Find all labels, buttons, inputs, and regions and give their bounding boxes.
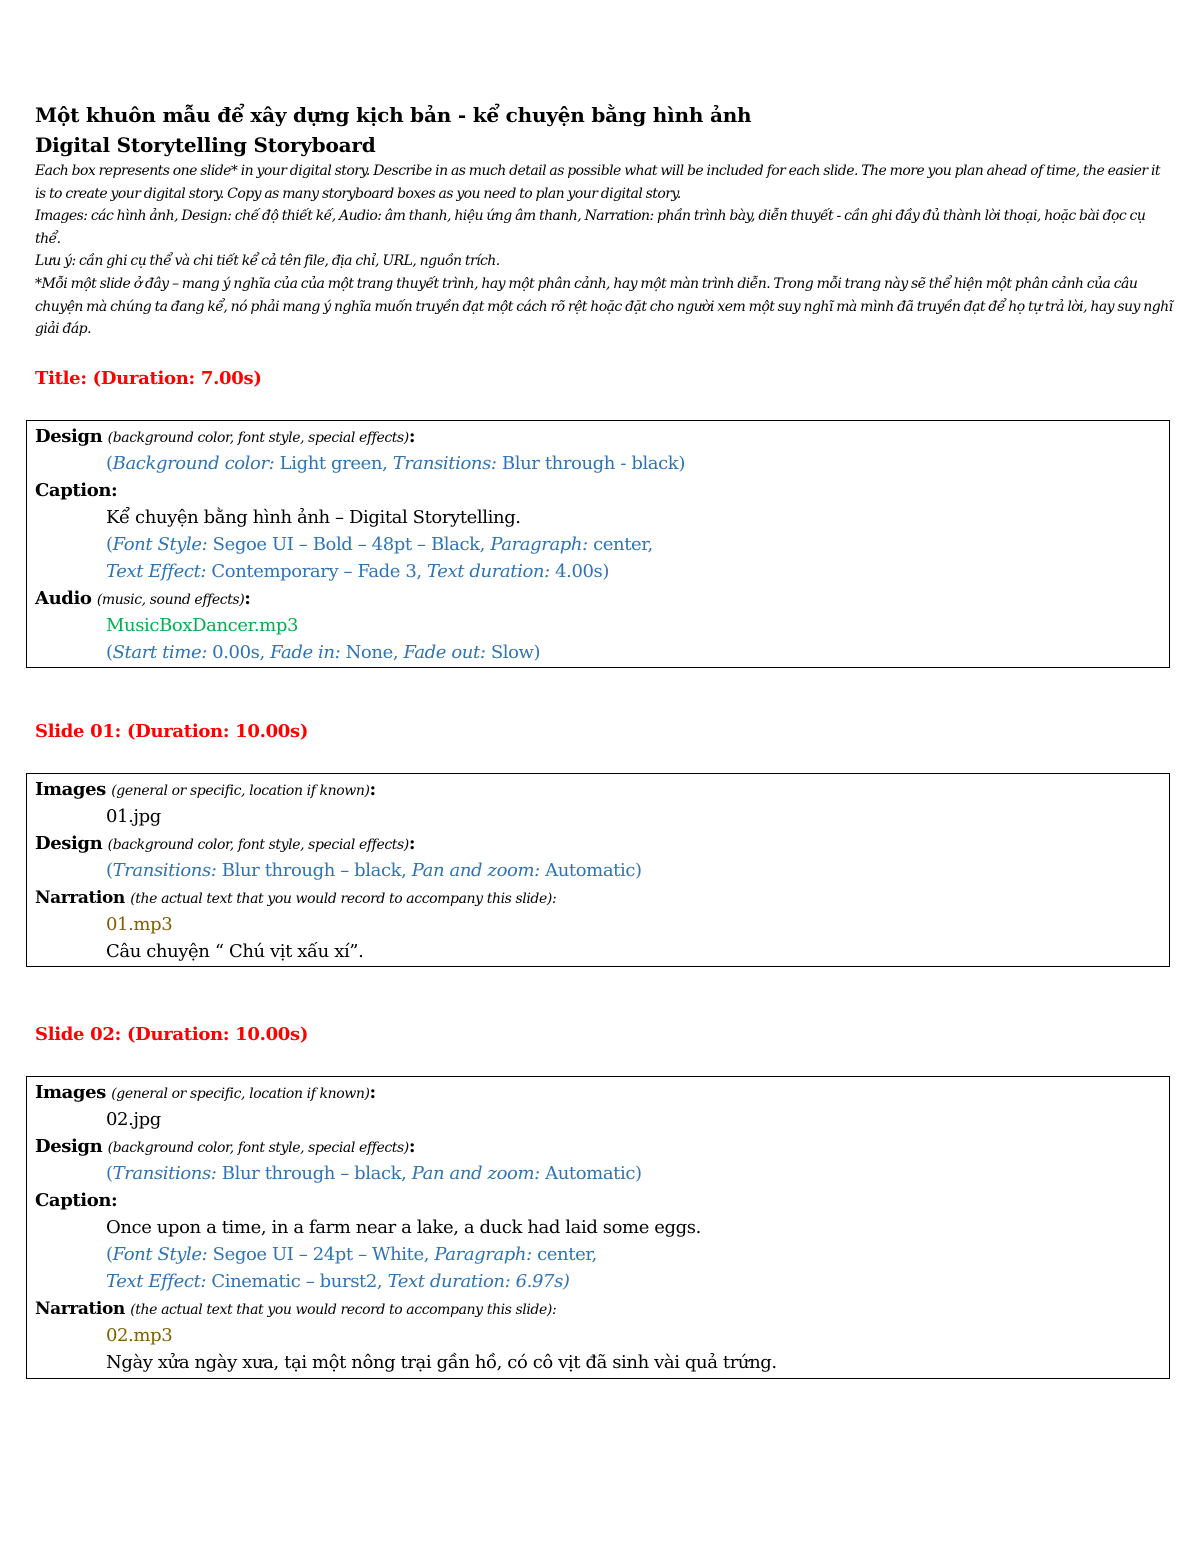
- font-details: (Font Style: Segoe UI – 24pt – White, Paragraph: center,: [106, 1244, 597, 1265]
- design-hint: (background color, font style, special effects): [107, 1140, 409, 1156]
- images-hint: (general or specific, location if known): [111, 783, 370, 799]
- intro-paragraph: Each box represents one slide* in your digital story. Describe in as much detail as possible what will be included for each slide. The more you plan ahead of time, the easier it is to create your digital story. Copy as many storyboard boxes as you need to plan your digital story.: [35, 163, 1160, 202]
- images-label: Images: [35, 779, 106, 800]
- image-file: 01.jpg: [106, 806, 161, 827]
- images-row: Images (general or specific, location if known):: [35, 779, 376, 800]
- narration-label: Narration: [35, 1299, 125, 1319]
- caption-row: [35, 477, 1169, 504]
- narration-text: Ngày xửa ngày xưa, tại một nông trại gần hồ, có cô vịt đã sinh vài quả trứng.: [106, 1352, 777, 1373]
- design-label: Design: [35, 833, 103, 854]
- caption-text: Once upon a time, in a farm near a lake, a duck had laid some eggs.: [106, 1217, 701, 1238]
- design-details: (Transitions: Blur through – black, Pan and zoom: Automatic): [106, 860, 642, 881]
- audio-details: (Start time: 0.00s, Fade in: None, Fade out: Slow): [106, 642, 541, 663]
- images-hint: (general or specific, location if known): [111, 1086, 370, 1102]
- caption-label: Caption:: [35, 1190, 118, 1211]
- narration-row: Narration (the actual text that you would record to accompany this slide):: [35, 1299, 557, 1319]
- design-details: (Transitions: Blur through – black, Pan and zoom: Automatic): [106, 1163, 642, 1184]
- narration-hint: (the actual text that you would record to accompany this slide): [130, 1302, 552, 1318]
- audio-hint: (music, sound effects): [96, 592, 245, 608]
- narration-row: Narration (the actual text that you would record to accompany this slide):: [35, 888, 557, 908]
- design-hint: (background color, font style, special effects): [107, 430, 409, 446]
- audio-file: 01.mp3: [106, 914, 173, 935]
- images-row: Images (general or specific, location if known):: [35, 1082, 376, 1103]
- caption-row: [35, 1187, 1169, 1214]
- document-header: [35, 100, 1173, 341]
- font-details: (Font Style: Segoe UI – Bold – 48pt – Black, Paragraph: center,: [106, 534, 653, 555]
- slide02-box: [26, 1076, 1170, 1379]
- design-label: Design: [35, 426, 103, 447]
- slide02-heading: Slide 02: (Duration: 10.00s): [35, 1024, 309, 1045]
- audio-file: 02.mp3: [106, 1325, 173, 1346]
- design-row: Design (background color, font style, special effects):: [35, 833, 416, 854]
- audio-label: Audio: [35, 588, 92, 609]
- slide01-heading: Slide 01: (Duration: 10.00s): [35, 721, 309, 742]
- audio-file: MusicBoxDancer.mp3: [106, 615, 298, 636]
- slide01-box: [26, 773, 1170, 967]
- design-label: Design: [35, 1136, 103, 1157]
- intro-paragraph: *Mỗi một slide ở đây – mang ý nghĩa của của một trang thuyết trình, hay một phân cảnh, hay một màn trình diễn. Trong mỗi trang này sẽ thể hiện một phân cảnh của câu chuyện mà chúng ta đang kể, nó phải mang ý nghĩa muốn truyền đạt một cách rõ rệt hoặc đặt cho người xem một suy nghĩ mà mình đã truyền đạt để họ tự trả lời, hay suy nghĩ giải đáp.: [35, 275, 1173, 338]
- narration-text: Câu chuyện “ Chú vịt xấu xí”.: [106, 941, 364, 962]
- design-row: Design (background color, font style, special effects):: [35, 426, 416, 447]
- title-vietnamese: Một khuôn mẫu để xây dựng kịch bản - kể chuyện bằng hình ảnh: [35, 103, 752, 127]
- intro-text: [35, 160, 1173, 341]
- audio-row: Audio (music, sound effects):: [35, 588, 251, 609]
- intro-paragraph: Images: các hình ảnh, Design: chế độ thiết kế, Audio: âm thanh, hiệu ứng âm thanh, Narration: phần trình bày, diễn thuyết - cần ghi đầy đủ thành lời thoại, hoặc bài đọc cụ thể.: [35, 208, 1146, 247]
- design-details: (Background color: Light green, Transitions: Blur through - black): [106, 453, 685, 474]
- effect-details: Text Effect: Cinematic – burst2, Text duration: 6.97s): [106, 1271, 570, 1292]
- image-file: 02.jpg: [106, 1109, 161, 1130]
- design-row: Design (background color, font style, special effects):: [35, 1136, 416, 1157]
- title-english: Digital Storytelling Storyboard: [35, 133, 376, 157]
- design-hint: (background color, font style, special effects): [107, 837, 409, 853]
- narration-hint: (the actual text that you would record to accompany this slide): [130, 891, 552, 907]
- title-slide-box: [26, 420, 1170, 668]
- images-label: Images: [35, 1082, 106, 1103]
- caption-text: Kể chuyện bằng hình ảnh – Digital Storytelling.: [106, 507, 521, 528]
- intro-paragraph: Lưu ý: cần ghi cụ thể và chi tiết kể cả tên file, địa chỉ, URL, nguồn trích.: [35, 253, 500, 270]
- narration-label: Narration: [35, 888, 125, 908]
- title-slide-heading: Title: (Duration: 7.00s): [35, 368, 262, 389]
- caption-label: Caption:: [35, 480, 118, 501]
- effect-details: Text Effect: Contemporary – Fade 3, Text duration: 4.00s): [106, 561, 610, 582]
